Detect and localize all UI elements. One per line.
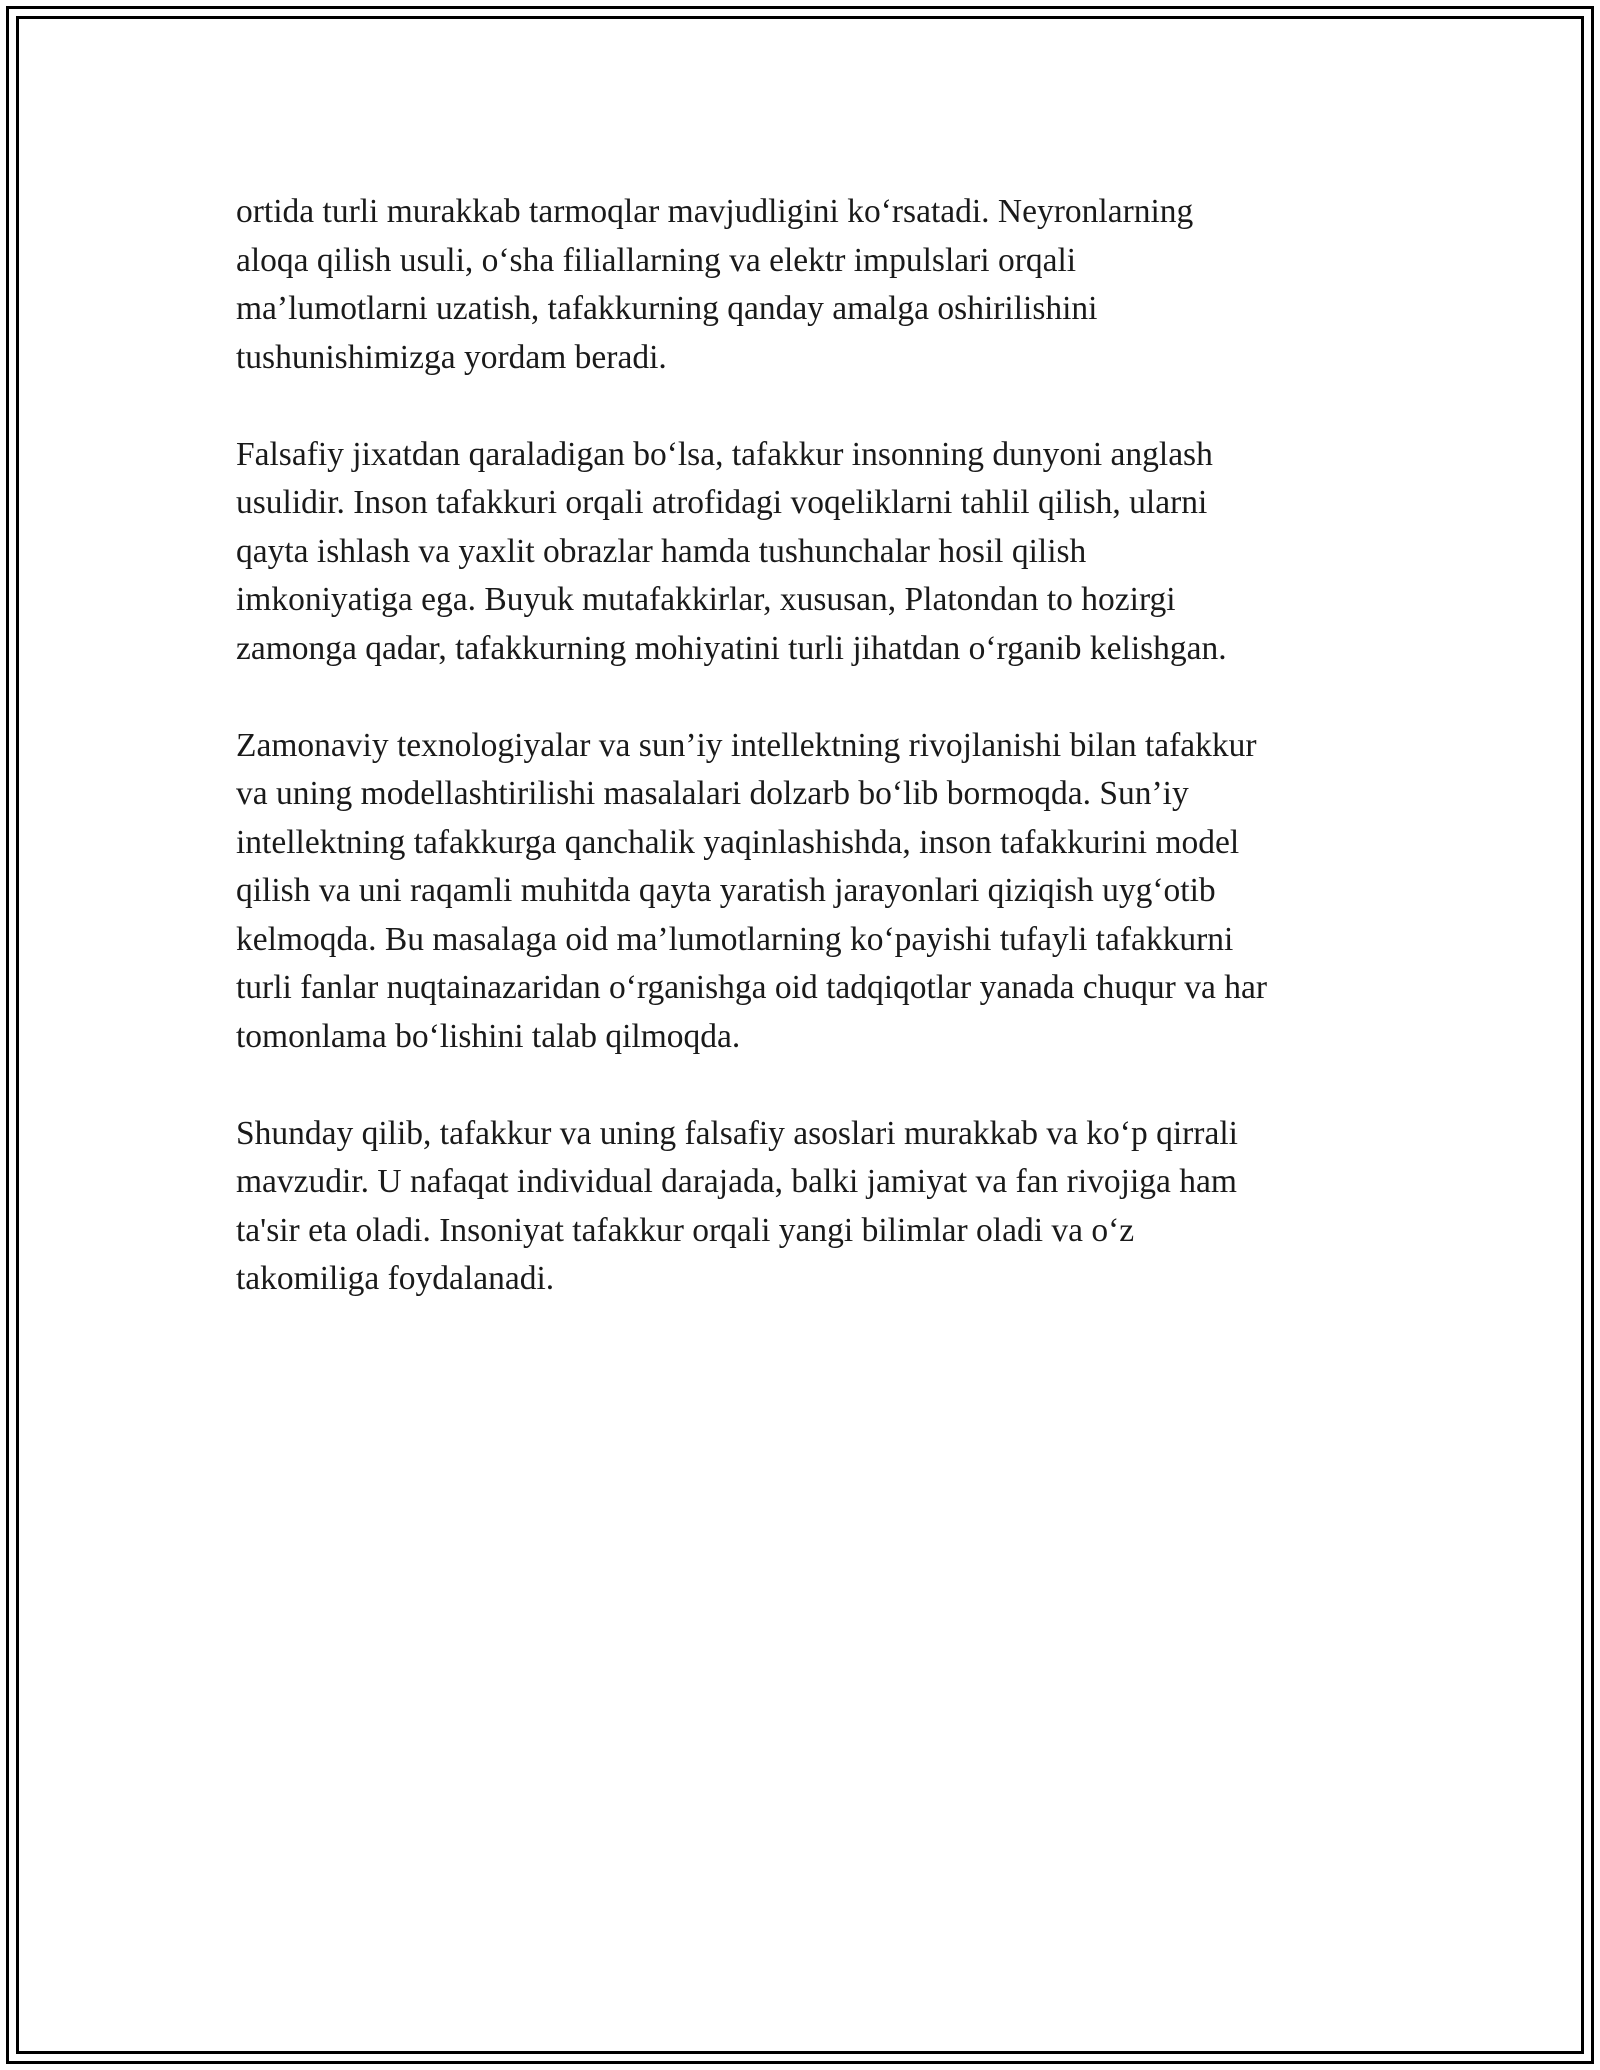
paragraph-neurons [236, 188, 1376, 382]
text-line: aloqa qilish usuli, o‘sha filiallarning va elektr impulslari orqali [236, 241, 1077, 279]
text-line: qayta ishlash va yaxlit obrazlar hamda tushunchalar hosil qilish [236, 532, 1087, 570]
text-line: tomonlama bo‘lishini talab qilmoqda. [236, 1017, 741, 1055]
document-body [236, 188, 1376, 1352]
text-line: takomiliga foydalanadi. [236, 1260, 555, 1297]
paragraph-philosophy [236, 431, 1376, 674]
text-line: va uning modellashtirilishi masalalari dolzarb bo‘lib bormoqda. Sun’iy [236, 775, 1189, 812]
paragraph-conclusion [236, 1110, 1376, 1304]
text-line: usulidir. Inson tafakkuri orqali atrofidagi voqeliklarni tahlil qilish, ularni [236, 484, 1208, 521]
text-line: ortida turli murakkab tarmoqlar mavjudligini ko‘rsatadi. Neyronlarning [236, 193, 1194, 230]
text-line: ta'sir eta oladi. Insoniyat tafakkur orqali yangi bilimlar oladi va o‘z [236, 1211, 1135, 1249]
text-line: zamonga qadar, tafakkurning mohiyatini turli jihatdan o‘rganib kelishgan. [236, 629, 1227, 667]
text-line: Shunday qilib, tafakkur va uning falsafiy asoslari murakkab va ko‘p qirrali [236, 1114, 1238, 1152]
text-line: turli fanlar nuqtainazaridan o‘rganishga oid tadqiqotlar yanada chuqur va har [236, 969, 1267, 1006]
text-line: ma’lumotlarni uzatish, tafakkurning qanday amalga oshirilishini [236, 290, 1098, 327]
text-line: Zamonaviy texnologiyalar va sun’iy intellektning rivojlanishi bilan tafakkur [236, 726, 1257, 764]
text-line: tushunishimizga yordam beradi. [236, 338, 667, 376]
text-line: qilish va uni raqamli muhitda qayta yaratish jarayonlari qiziqish uyg‘otib [236, 872, 1216, 909]
text-line: kelmoqda. Bu masalaga oid ma’lumotlarning ko‘payishi tufayli tafakkurni [236, 920, 1234, 958]
paragraph-technology [236, 722, 1376, 1062]
text-line: mavzudir. U nafaqat individual darajada, balki jamiyat va fan rivojiga ham [236, 1163, 1237, 1200]
text-line: intellektning tafakkurga qanchalik yaqinlashishda, inson tafakkurini model [236, 823, 1240, 861]
text-line: imkoniyatiga ega. Buyuk mutafakkirlar, xususan, Platondan to hozirgi [236, 581, 1176, 618]
text-line: Falsafiy jixatdan qaraladigan bo‘lsa, tafakkur insonning dunyoni anglash [236, 435, 1213, 473]
